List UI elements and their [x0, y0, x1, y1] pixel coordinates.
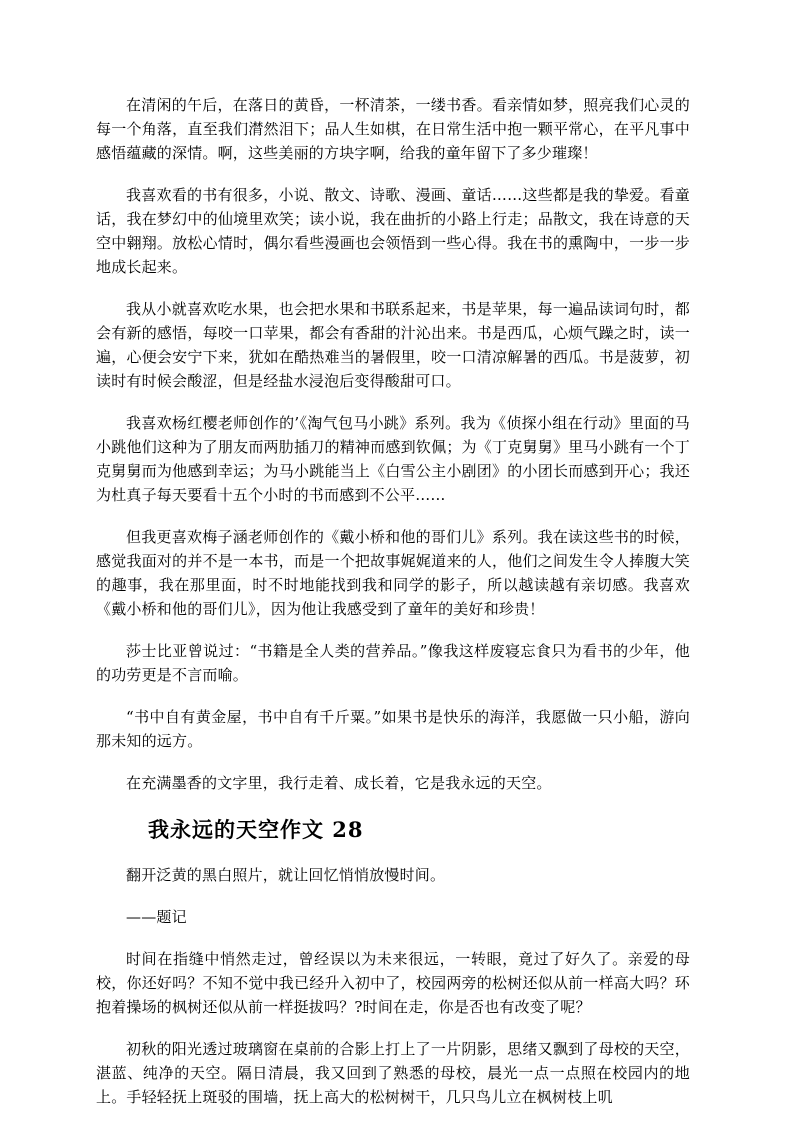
paragraph: “书中自有黄金屋，书中自有千斤粟。”如果书是快乐的海洋，我愿做一只小船，游向那未知的远方。 [96, 708, 690, 750]
paragraph: 莎士比亚曾说过：“书籍是全人类的营养品。”像我这样废寝忘食只为看书的少年，他的功劳更是不言而喻。 [96, 642, 690, 684]
paragraph: 初秋的阳光透过玻璃窗在桌前的合影上打上了一片阴影，思绪又飘到了母校的天空，湛蓝、纯净的天空。隔日清晨，我又回到了熟悉的母校，晨光一点一点照在校园内的地上。手轻轻抚上斑驳的围墙，抚上高大的松树树干，几只鸟儿立在枫树枝上叽 [96, 1040, 690, 1106]
paragraph: 我喜欢看的书有很多，小说、散文、诗歌、漫画、童话……这些都是我的挚爱。看童话，我在梦幻中的仙境里欢笑；读小说，我在曲折的小路上行走；品散文，我在诗意的天空中翱翔。放松心情时，偶尔看些漫画也会领悟到一些心得。我在书的熏陶中，一步一步地成长起来。 [96, 186, 690, 276]
paragraph: 在清闲的午后，在落日的黄昏，一杯清茶，一缕书香。看亲情如梦，照亮我们心灵的每一个角落，直至我们潸然泪下；品人生如棋，在日常生活中抱一颗平常心，在平凡事中感悟蕴藏的深情。啊，这些美丽的方块字啊，给我的童年留下了多少璀璨！ [96, 96, 690, 162]
epigraph-attribution: ——题记 [126, 908, 187, 926]
section-title: 我永远的天空作文 28 [148, 817, 364, 842]
paragraph: 但我更喜欢梅子涵老师创作的《戴小桥和他的哥们儿》系列。我在读这些书的时候，感觉我面对的并不是一本书，而是一个把故事娓娓道来的人，他们之间发生令人捧腹大笑的趣事，我在那里面，时不时地能找到我和同学的影子，所以越读越有亲切感。我喜欢《戴小桥和他的哥们儿》，因为他让我感受到了童年的美好和珍贵！ [96, 528, 690, 618]
paragraph: 翻开泛黄的黑白照片，就让回忆悄悄放慢时间。 [126, 866, 446, 884]
paragraph: 我从小就喜欢吃水果，也会把水果和书联系起来，书是苹果，每一遍品读词句时，都会有新的感悟，每咬一口苹果，都会有香甜的汁沁出来。书是西瓜，心烦气躁之时，读一遍，心便会安宁下来，犹如在酷热难当的暑假里，咬一口清凉解暑的西瓜。书是菠萝，初读时有时候会酸涩，但是经盐水浸泡后变得酸甜可口。 [96, 300, 690, 390]
paragraph: 时间在指缝中悄然走过，曾经误以为未来很远，一转眼，竟过了好久了。亲爱的母校，你还好吗？不知不觉中我已经升入初中了，校园两旁的松树还似从前一样高大吗？环抱着操场的枫树还似从前一样挺拔吗？?时间在走，你是否也有改变了呢？ [96, 950, 690, 1016]
paragraph: 在充满墨香的文字里，我行走着、成长着，它是我永远的天空。 [126, 774, 552, 792]
article-body [96, 93, 690, 1127]
paragraph: 我喜欢杨红樱老师创作的’《淘气包马小跳》系列。我为《侦探小组在行动》里面的马小跳他们这种为了朋友而两肋插刀的精神而感到钦佩；为《丁克舅舅》里马小跳有一个丁克舅舅而为他感到幸运；为马小跳能当上《白雪公主小剧团》的小团长而感到开心；我还为杜真子每天要看十五个小时的书而感到不公平…… [96, 414, 690, 504]
